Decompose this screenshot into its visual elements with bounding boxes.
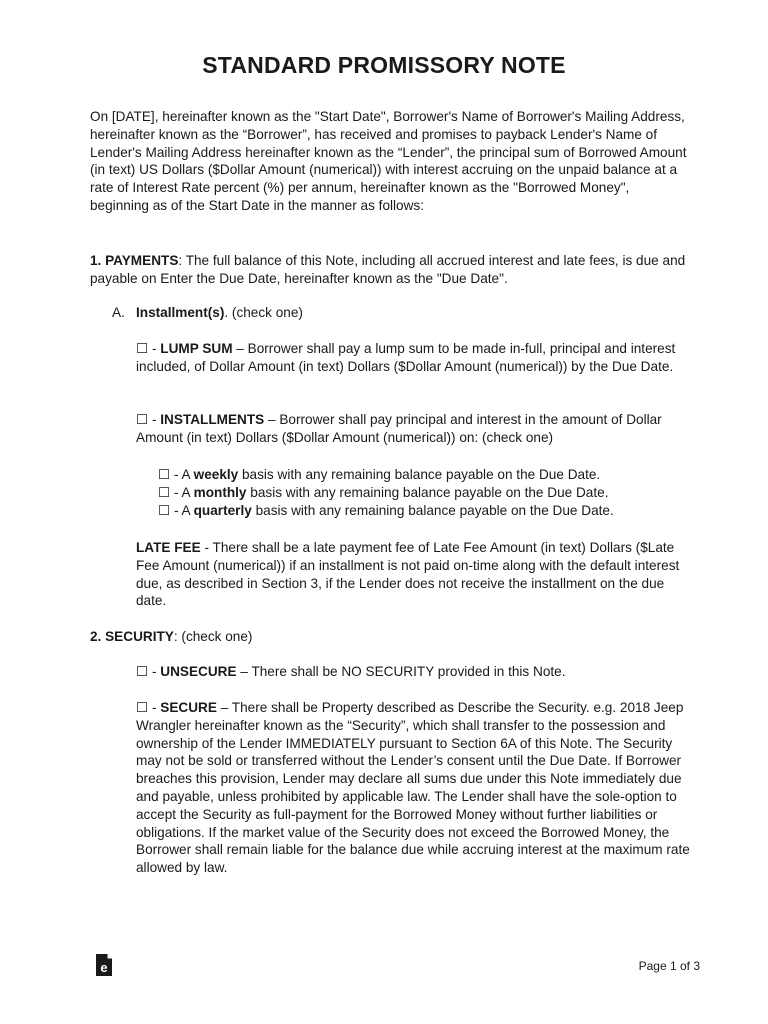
- installments-checkbox[interactable]: ☐ -: [136, 412, 157, 427]
- late-fee-label: LATE FEE: [136, 540, 201, 555]
- late-fee-paragraph: [136, 539, 696, 610]
- lump-sum-checkbox[interactable]: ☐ -: [136, 341, 157, 356]
- installments-marker: A.: [112, 305, 125, 320]
- unsecure-text: – There shall be NO SECURITY provided in this Note.: [236, 664, 566, 679]
- quarterly-checkbox[interactable]: ☐ - A: [158, 503, 194, 518]
- installments-option-text: – Borrower shall pay principal and interest in the amount of Dollar Amount (in text) Dollars ($Dollar Amount (numerical)) on: (check one): [136, 412, 662, 445]
- security-title: 2. SECURITY: [90, 629, 174, 644]
- unsecure-option: [136, 663, 696, 681]
- payments-paragraph: [90, 252, 690, 288]
- lump-sum-label: LUMP SUM: [160, 341, 233, 356]
- lump-sum-text: – Borrower shall pay a lump sum to be made in-full, principal and interest included, of Dollar Amount (in text) Dollars ($Dollar Amount (numerical)) by the Due Date.: [136, 341, 676, 374]
- svg-text:e: e: [100, 960, 108, 975]
- unsecure-label: UNSECURE: [160, 664, 237, 679]
- weekly-label: weekly: [193, 467, 239, 482]
- security-heading: [90, 628, 690, 646]
- installments-option: [136, 411, 696, 447]
- eforms-logo-icon: [94, 952, 114, 978]
- unsecure-checkbox[interactable]: ☐ -: [136, 664, 157, 679]
- installments-suffix: . (check one): [224, 305, 303, 320]
- installments-label: Installment(s): [136, 305, 225, 320]
- weekly-text: basis with any remaining balance payable on the Due Date.: [238, 467, 601, 482]
- monthly-label: monthly: [193, 485, 247, 500]
- secure-text: – There shall be Property described as Describe the Security. e.g. 2018 Jeep Wrangler hereinafter known as the “Security”, which shall transfer to the possession and ownership of the Lender IMMEDIATELY pursuant to Section 6A of this Note. The Security may not be sold or transferred without the Lender’s consent until the Due Date. If Borrower breaches this provision, Lender may declare all sums due under this Note immediately due and payable, unless prohibited by applicable law. The Lender shall have the sole-option to accept the Security as full-payment for the Borrowed Money without further liabilities or obligations. If the market value of the Security does not exceed the Borrowed Money, the Borrower shall remain liable for the balance due while accruing interest at the maximum rate allowed by law.: [136, 700, 690, 876]
- secure-label: SECURE: [160, 700, 217, 715]
- frequency-quarterly[interactable]: [158, 502, 698, 520]
- intro-paragraph: On [DATE], hereinafter known as the "Start Date", Borrower's Name of Borrower's Mailing Address, hereinafter known as the “Borrower”, has received and promises to payback Lender's Name of Lender's Mailing Address hereinafter known as the “Lender”, the principal sum of Borrowed Amount (in text) US Dollars ($Dollar Amount (numerical)) with interest accruing on the unpaid balance at a rate of Interest Rate percent (%) per annum, hereinafter known as the "Borrowed Money", beginning as of the Start Date in the manner as follows:: [90, 109, 687, 213]
- weekly-checkbox[interactable]: ☐ - A: [158, 467, 194, 482]
- late-fee-text: - There shall be a late payment fee of Late Fee Amount (in text) Dollars ($Late Fee Amount (numerical)) if an installment is not paid on-time along with the default interest due, as described in Section 3, if the Lender does not receive the installment on the due date.: [136, 540, 680, 609]
- secure-checkbox[interactable]: ☐ -: [136, 700, 157, 715]
- monthly-text: basis with any remaining balance payable on the Due Date.: [246, 485, 609, 500]
- secure-option: [136, 699, 696, 877]
- frequency-monthly[interactable]: [158, 484, 698, 502]
- quarterly-text: basis with any remaining balance payable on the Due Date.: [251, 503, 614, 518]
- security-suffix: : (check one): [173, 629, 253, 644]
- monthly-checkbox[interactable]: ☐ - A: [158, 485, 194, 500]
- installments-option-label: INSTALLMENTS: [160, 412, 265, 427]
- lump-sum-option: [136, 340, 696, 376]
- payments-heading: 1. PAYMENTS: [90, 253, 179, 268]
- payments-text: : The full balance of this Note, including all accrued interest and late fees, is due and payable on Enter the Due Date, hereinafter known as the "Due Date".: [90, 253, 686, 286]
- page-number: Page 1 of 3: [638, 959, 700, 973]
- frequency-weekly[interactable]: [158, 466, 698, 484]
- document-title: STANDARD PROMISSORY NOTE: [202, 52, 566, 78]
- quarterly-label: quarterly: [193, 503, 252, 518]
- installments-heading: [136, 304, 696, 322]
